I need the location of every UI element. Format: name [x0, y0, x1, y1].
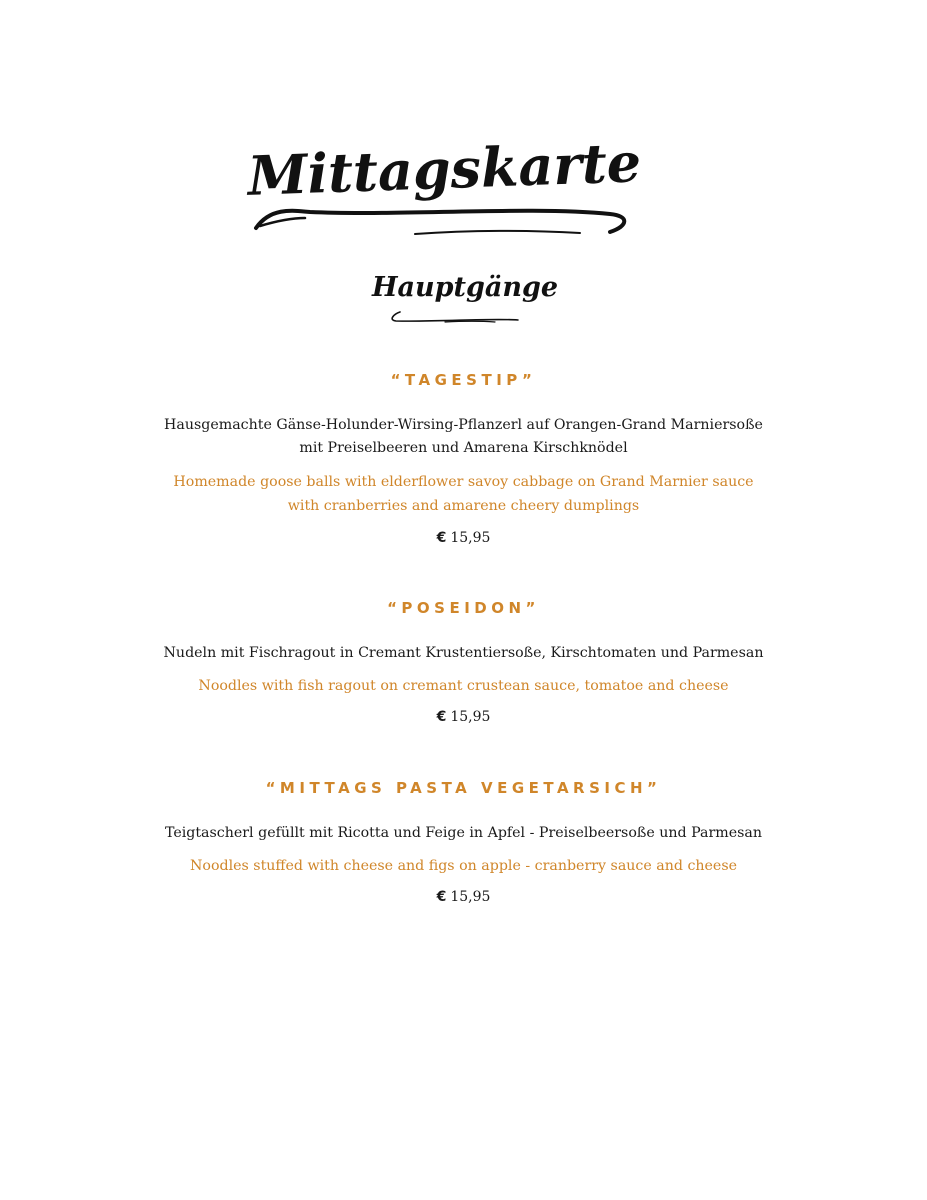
dish-name: “TAGESTIP”	[390, 371, 537, 389]
currency-symbol: €	[436, 889, 447, 905]
dish-description-de	[0, 822, 927, 845]
dish-description-de	[0, 414, 927, 460]
dish-mittags-pasta	[0, 778, 927, 907]
description-de-line: Teigtascherl gefüllt mit Ricotta und Feige in Apfel - Preiselbeersoße und Parmesan	[164, 825, 762, 841]
section-title-logo	[370, 262, 560, 330]
dish-price	[0, 887, 927, 907]
currency-symbol: €	[436, 530, 447, 546]
description-en-line: with cranberries and amarene cheery dumplings	[287, 498, 640, 514]
subtitle-swash	[392, 312, 518, 321]
currency-symbol: €	[436, 709, 447, 725]
menu-title: Mittagskarte	[246, 130, 643, 208]
subtitle-brush-lettering	[370, 262, 560, 330]
description-de-line: Nudeln mit Fischragout in Cremant Krustentiersoße, Kirschtomaten und Parmesan	[163, 645, 764, 661]
dish-price	[0, 528, 927, 548]
title-swash	[256, 211, 624, 232]
description-de-line: mit Preiselbeeren und Amarena Kirschknödel	[299, 440, 628, 456]
dish-description-en	[0, 854, 927, 878]
price-value: 15,95	[450, 889, 491, 905]
title-underline	[415, 231, 580, 234]
dish-description-de	[0, 642, 927, 665]
title-brush-lettering	[246, 130, 643, 245]
section-title: Hauptgänge	[371, 272, 559, 303]
dish-description-en	[0, 674, 927, 698]
description-en-line: Noodles stuffed with cheese and figs on apple - cranberry sauce and cheese	[189, 858, 738, 874]
dish-tagestip	[0, 370, 927, 548]
price-value: 15,95	[450, 530, 491, 546]
dish-description-en	[0, 470, 927, 518]
description-de-line: Hausgemachte Gänse-Holunder-Wirsing-Pflanzerl auf Orangen-Grand Marniersoße	[164, 417, 763, 433]
menu-title-logo	[246, 130, 643, 245]
subtitle-underline	[445, 321, 495, 322]
description-en-line: Noodles with fish ragout on cremant crustean sauce, tomatoe and cheese	[198, 678, 729, 694]
price-value: 15,95	[450, 709, 491, 725]
dish-name: “POSEIDON”	[387, 599, 540, 617]
dish-poseidon	[0, 598, 927, 727]
description-en-line: Homemade goose balls with elderflower savoy cabbage on Grand Marnier sauce	[173, 474, 754, 490]
dish-price	[0, 707, 927, 727]
dish-name: “MITTAGS PASTA VEGETARSICH”	[265, 779, 662, 797]
